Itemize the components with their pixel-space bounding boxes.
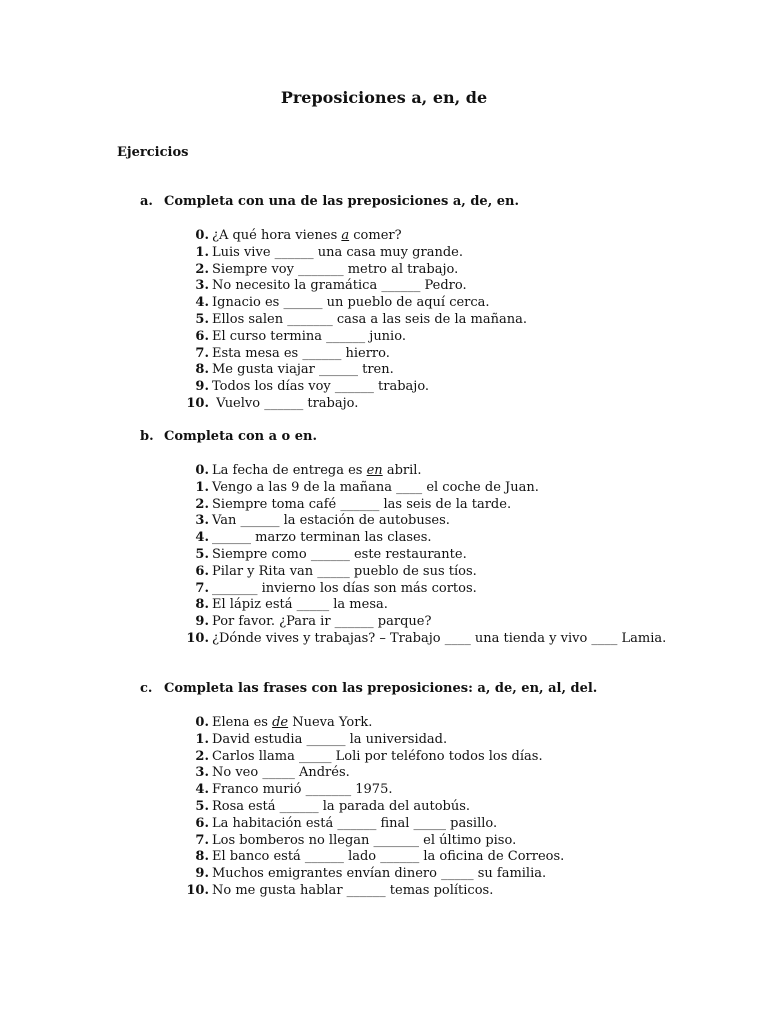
item-text: Van ______ la estación de autobuses. <box>212 513 450 529</box>
section-instruction: Completa con a o en. <box>164 429 317 444</box>
item-text: No veo _____ Andrés. <box>212 765 350 781</box>
exercise-item <box>185 346 527 363</box>
item-number: 10. <box>186 630 209 646</box>
item-number: 8. <box>195 849 209 865</box>
item-number: 2. <box>195 748 209 764</box>
item-number: 3. <box>195 278 209 294</box>
item-text: Franco murió _______ 1975. <box>212 782 393 798</box>
item-number: 6. <box>195 815 209 831</box>
item-number: 1. <box>195 731 209 747</box>
item-text: No me gusta hablar ______ temas políticos. <box>212 882 494 898</box>
item-text: Siempre como ______ este restaurante. <box>212 546 467 562</box>
section-instruction: Completa las frases con las preposiciones: a, de, en, al, del. <box>164 681 598 696</box>
item-text: Siempre toma café ______ las seis de la tarde. <box>212 496 512 512</box>
item-number: 5. <box>195 311 209 327</box>
item-number: 10. <box>186 882 209 898</box>
section-b <box>140 429 667 646</box>
item-text: David estudia ______ la universidad. <box>212 731 448 747</box>
exercise-list <box>185 463 666 648</box>
item-text: Esta mesa es ______ hierro. <box>212 345 390 361</box>
exercise-item <box>185 547 666 564</box>
item-text: ¿Dónde vives y trabajas? – Trabajo ____ una tienda y vivo ____ Lamia. <box>212 630 667 646</box>
exercise-item <box>185 883 564 900</box>
item-text: Ellos salen _______ casa a las seis de la mañana. <box>212 311 527 327</box>
exercise-item <box>185 329 527 346</box>
item-number: 0. <box>195 228 209 243</box>
exercise-item <box>185 463 666 480</box>
item-text: No necesito la gramática ______ Pedro. <box>212 278 467 294</box>
item-text: El lápiz está _____ la mesa. <box>212 597 388 613</box>
item-number: 1. <box>195 479 209 495</box>
item-number: 9. <box>195 614 209 630</box>
item-text <box>212 463 422 480</box>
exercise-item <box>185 765 564 782</box>
example-answer: en <box>366 463 383 478</box>
exercise-item <box>185 816 564 833</box>
exercise-item <box>185 597 666 614</box>
item-number: 5. <box>195 546 209 562</box>
exercise-item <box>185 631 666 648</box>
item-text: Siempre voy _______ metro al trabajo. <box>212 261 459 277</box>
exercise-item <box>185 614 666 631</box>
exercise-item <box>185 513 666 530</box>
exercises-heading: Ejercicios <box>117 145 189 160</box>
item-text <box>212 715 372 732</box>
item-number: 4. <box>195 530 209 546</box>
exercise-item <box>185 732 564 749</box>
exercise-item <box>185 782 564 799</box>
section-letter: a. <box>140 194 153 209</box>
exercise-list <box>185 715 564 900</box>
exercise-item <box>185 749 564 766</box>
item-number: 6. <box>195 563 209 579</box>
section-letter: c. <box>140 681 153 696</box>
item-number: 3. <box>195 765 209 781</box>
item-number: 8. <box>195 597 209 613</box>
item-number: 7. <box>195 580 209 596</box>
item-number: 0. <box>195 715 209 730</box>
exercise-item <box>185 312 527 329</box>
item-number: 3. <box>195 513 209 529</box>
item-text: Luis vive ______ una casa muy grande. <box>212 244 463 260</box>
item-text: Vuelvo ______ trabajo. <box>212 395 359 411</box>
item-number: 2. <box>195 261 209 277</box>
item-number: 1. <box>195 244 209 260</box>
section-heading <box>140 429 317 444</box>
exercise-item <box>185 833 564 850</box>
exercise-item <box>185 715 564 732</box>
exercise-item <box>185 262 527 279</box>
exercise-item <box>185 228 527 245</box>
exercise-item <box>185 295 527 312</box>
item-text: Todos los días voy ______ trabajo. <box>212 379 430 395</box>
exercise-item <box>185 799 564 816</box>
item-number: 7. <box>195 832 209 848</box>
item-text: El curso termina ______ junio. <box>212 328 406 344</box>
exercise-item <box>185 530 666 547</box>
item-text: Me gusta viajar ______ tren. <box>212 362 394 378</box>
exercise-list <box>185 228 527 413</box>
item-number: 7. <box>195 345 209 361</box>
example-prefix: ¿A qué hora vienes <box>212 228 342 243</box>
example-suffix: comer? <box>349 228 402 243</box>
item-text: Vengo a las 9 de la mañana ____ el coche de Juan. <box>212 479 539 495</box>
item-number: 5. <box>195 798 209 814</box>
section-heading <box>140 681 597 696</box>
example-suffix: abril. <box>382 463 422 478</box>
item-number: 9. <box>195 866 209 882</box>
exercise-item <box>185 564 666 581</box>
section-a <box>140 194 527 411</box>
section-letter: b. <box>140 429 154 444</box>
item-text: Ignacio es ______ un pueblo de aquí cerca. <box>212 295 490 311</box>
example-prefix: Elena es <box>212 715 273 730</box>
item-text: Muchos emigrantes envían dinero _____ su familia. <box>212 866 547 882</box>
item-number: 0. <box>195 463 209 478</box>
item-number: 8. <box>195 362 209 378</box>
exercise-item <box>185 379 527 396</box>
exercise-item <box>185 581 666 598</box>
exercise-item <box>185 245 527 262</box>
item-text: ______ marzo terminan las clases. <box>212 530 432 546</box>
example-suffix: Nueva York. <box>288 715 373 730</box>
exercise-item <box>185 362 527 379</box>
item-text: Rosa está ______ la parada del autobús. <box>212 798 471 814</box>
example-answer: a <box>341 228 350 243</box>
exercise-item <box>185 480 666 497</box>
item-number: 2. <box>195 496 209 512</box>
section-heading <box>140 194 519 209</box>
section-instruction: Completa con una de las preposiciones a, de, en. <box>164 194 519 209</box>
item-number: 9. <box>195 379 209 395</box>
item-text: El banco está ______ lado ______ la oficina de Correos. <box>212 849 565 865</box>
section-c <box>140 681 598 898</box>
example-prefix: La fecha de entrega es <box>212 463 367 478</box>
exercise-item <box>185 866 564 883</box>
exercise-item <box>185 278 527 295</box>
item-text: _______ invierno los días son más cortos. <box>212 580 477 596</box>
item-number: 10. <box>186 395 209 411</box>
item-number: 4. <box>195 782 209 798</box>
item-text: Carlos llama _____ Loli por teléfono todos los días. <box>212 748 543 764</box>
item-number: 6. <box>195 328 209 344</box>
exercise-item <box>185 497 666 514</box>
item-text: Pilar y Rita van _____ pueblo de sus tíos. <box>212 563 477 579</box>
exercise-item <box>185 396 527 413</box>
example-answer: de <box>272 715 289 730</box>
item-text <box>212 228 402 245</box>
item-text: La habitación está ______ final _____ pasillo. <box>212 815 498 831</box>
exercise-item <box>185 849 564 866</box>
item-text: Por favor. ¿Para ir ______ parque? <box>212 614 432 630</box>
item-text: Los bomberos no llegan _______ el último piso. <box>212 832 517 848</box>
page-title: Preposiciones a, en, de <box>280 88 488 107</box>
item-number: 4. <box>195 295 209 311</box>
